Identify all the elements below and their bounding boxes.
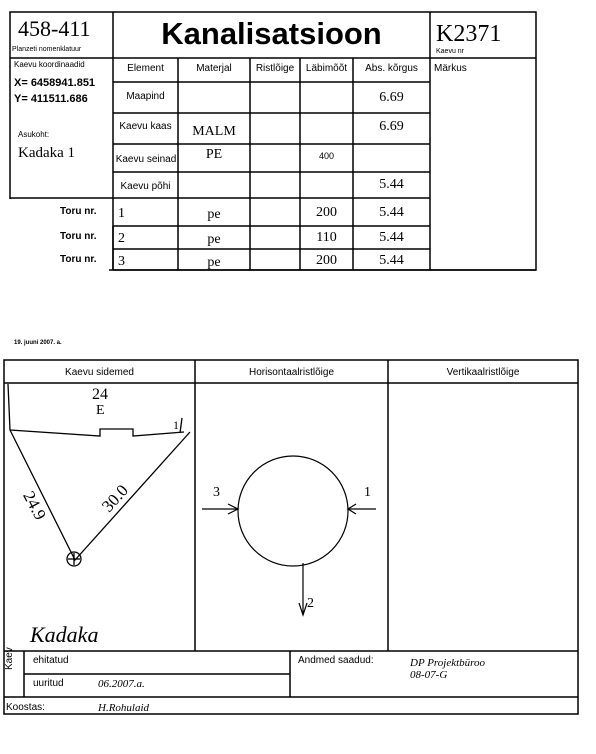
pipe-number: 3 [118,254,125,269]
row-material: MALM [192,124,236,139]
col-material: Materjal [196,63,232,74]
section-vertical: Vertikaalristlõige [446,367,520,378]
pipe-label-bottom: 2 [307,596,314,611]
coords-label: Kaevu koordinaadid [14,60,85,69]
built-label: ehitatud [33,655,69,666]
sketch-place-name: Kadaka [30,622,99,647]
data-source-label: Andmed saadud: [298,655,374,666]
sketch-top-label-letter: E [96,403,105,418]
col-elevation: Abs. kõrgus [365,63,418,74]
sketch-left-dimension: 24.9 [19,488,50,524]
pipe-label-right: 1 [364,485,371,500]
col-diameter: Läbimõõt [305,63,348,74]
pipe-material: pe [207,232,221,247]
pipe-number: 2 [118,231,125,246]
col-element: Element [127,63,164,74]
pipe-label: Toru nr. [60,231,97,242]
pipe-label-left: 3 [213,485,220,500]
compiler-label: Koostas: [6,702,45,713]
row-element: Kaevu seinad [115,154,177,165]
section-links: Kaevu sidemed [65,367,134,378]
pipe-diameter: 110 [316,230,337,245]
pipe-diameter: 200 [316,253,337,268]
row-elevation: 6.69 [379,119,404,134]
sketch-top-label: 24 [92,386,108,403]
section-horizontal: Horisontaalristlõige [248,367,335,378]
row-material: PE [205,147,223,162]
pipe-elevation: 5.44 [379,253,404,268]
col-cross: Ristlõige [255,63,295,74]
pipe-label: Toru nr. [60,206,97,217]
location-label: Asukoht: [18,130,50,139]
row-element: Kaevu kaas [119,121,172,132]
sheet-label: Planzeti nomenklatuur [12,46,82,53]
row-elevation: 5.44 [379,177,404,192]
pipe-number: 1 [118,206,125,221]
row-diameter: 400 [318,151,335,161]
footer-side-label: Kaev [4,647,15,670]
pipe-diameter: 200 [316,205,337,220]
date-stamp: 19. juuni 2007. a. [14,340,62,346]
coord-y: Y= 411511.686 [14,93,88,105]
sketch-corner-label: 1 [173,418,179,432]
row-elevation: 6.69 [379,90,404,105]
well-label: Kaevu nr [436,48,465,55]
location-value: Kadaka 1 [18,145,76,161]
sheet-number: 458-411 [18,16,91,41]
sketch-right-dimension: 30.0 [98,480,133,516]
row-element: Kaevu põhi [120,181,171,192]
pipe-material: pe [207,255,221,270]
col-remarks: Märkus [434,63,467,74]
compiler-value: H.Rohulaid [98,702,150,714]
pipe-material: pe [207,207,221,222]
row-element: Maapind [126,91,165,102]
well-number: K2371 [436,21,502,47]
data-source-value: DP Projektbüroo [410,657,486,669]
measured-label: uuritud [33,678,64,689]
measured-value: 06.2007.a. [98,678,145,690]
pipe-elevation: 5.44 [379,205,404,220]
page-title: Kanalisatsioon [161,16,382,51]
data-source-code: 08-07-G [410,669,448,681]
pipe-elevation: 5.44 [379,230,404,245]
coord-x: X= 6458941.851 [14,77,96,89]
pipe-label: Toru nr. [60,254,97,265]
